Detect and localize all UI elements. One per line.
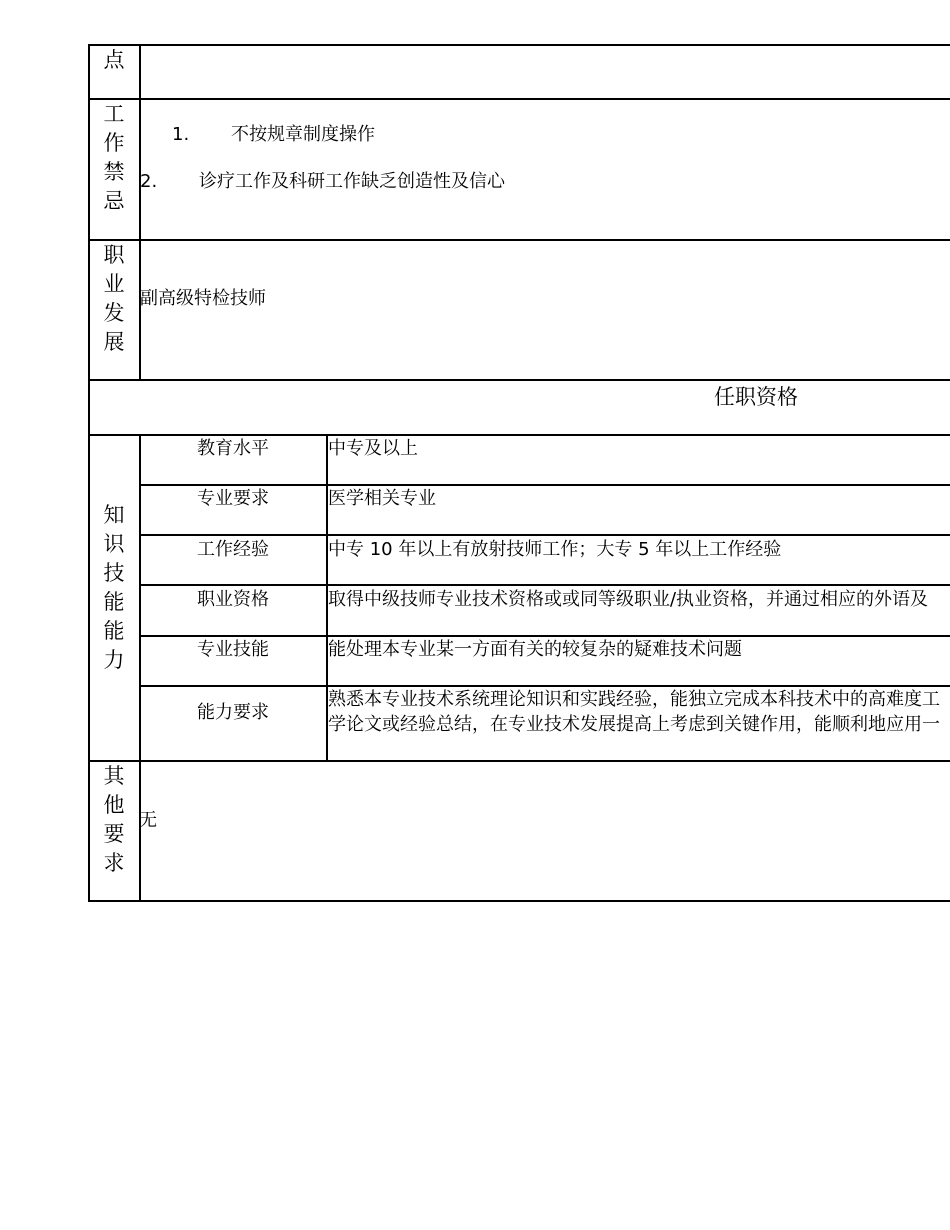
ability-value-line-1: 熟悉本专业技术系统理论知识和实践经验，能独立完成本科技术中的高难度工 [328,689,940,710]
subrow-divider [139,685,950,687]
ability-label: 能力要求 [197,702,269,723]
taboo-item-1-number: 1. [172,124,190,145]
subrow-divider [139,635,950,637]
subrow-divider [139,484,950,486]
education-value: 中专及以上 [328,438,418,459]
experience-value: 中专 10 年以上有放射技师工作；大专 5 年以上工作经验 [328,539,782,560]
taboo-item-1-text: 不按规章制度操作 [231,124,375,145]
other-requirements-value: 无 [139,810,157,831]
certification-value: 取得中级技师专业技术资格或或同等级职业/执业资格，并通过相应的外语及 [328,589,929,610]
table-border-bottom [88,900,950,902]
row-label-work-taboos: 工作禁忌 [103,102,125,213]
subrow-divider [139,584,950,586]
row-divider [88,434,950,436]
major-label: 专业要求 [197,488,269,509]
professional-skill-value: 能处理本专业某一方面有关的较复杂的疑难技术问题 [328,639,742,660]
subrow-divider [139,534,950,536]
row-label-dian: 点 [103,48,125,72]
row-divider [88,98,950,100]
table-border-top [88,44,950,46]
major-value: 医学相关专业 [328,488,436,509]
education-label: 教育水平 [197,438,269,459]
ability-value-line-2: 学论文或经验总结，在专业技术发展提高上考虑到关键作用，能顺利地应用一 [328,714,940,735]
row-divider [88,239,950,241]
experience-label: 工作经验 [197,539,269,560]
row-label-career-development: 职业发展 [103,243,125,354]
row-divider [88,379,950,381]
row-divider [88,760,950,762]
row-label-other-requirements: 其他要求 [103,764,125,875]
professional-skill-label: 专业技能 [197,639,269,660]
label-column-divider [139,44,141,380]
section-title-qualifications: 任职资格 [714,385,798,409]
taboo-item-2-text: 诊疗工作及科研工作缺乏创造性及信心 [199,171,505,192]
certification-label: 职业资格 [197,589,269,610]
career-development-value: 副高级特检技师 [140,288,266,309]
taboo-item-2-number: 2. [140,171,158,192]
row-label-knowledge-skills: 知识技能能力 [103,503,125,672]
